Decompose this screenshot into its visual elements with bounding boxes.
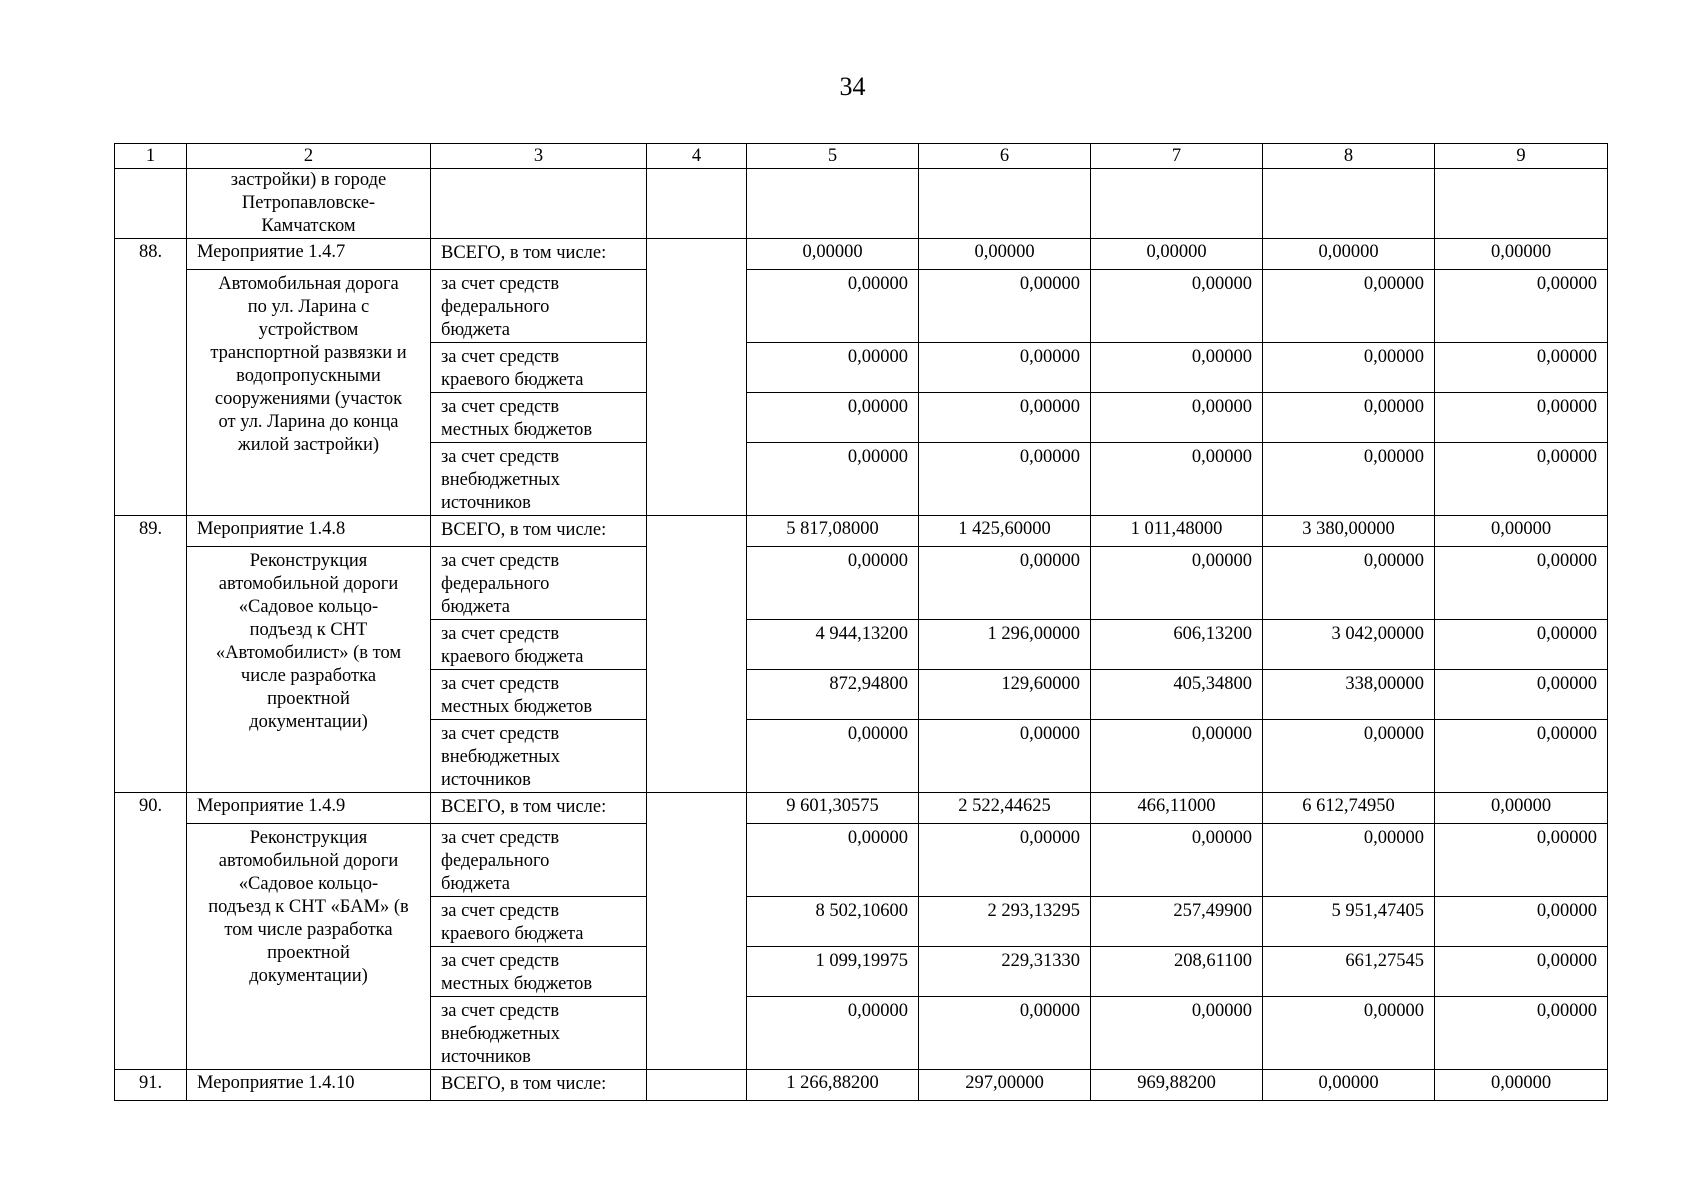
desc-line: проектной: [267, 689, 350, 709]
source-value: 0,00000: [747, 997, 919, 1070]
source-label: [431, 947, 647, 997]
desc-line: застройки) в городе: [230, 170, 387, 190]
source-line: за счет средств: [441, 274, 560, 294]
source-value: 606,13200: [1091, 620, 1263, 670]
source-value: 0,00000: [1435, 947, 1608, 997]
source-value: 0,00000: [1435, 443, 1608, 516]
source-line: за счет средств: [441, 447, 560, 467]
measure-name: Мероприятие 1.4.8: [187, 516, 431, 547]
source-value: 405,34800: [1091, 670, 1263, 720]
source-value: 0,00000: [747, 720, 919, 793]
source-value: 129,60000: [919, 670, 1091, 720]
measure-description: [187, 270, 431, 516]
total-value: 1 011,48000: [1091, 516, 1263, 547]
source-label: [431, 824, 647, 897]
total-value: 1 425,60000: [919, 516, 1091, 547]
source-label: [431, 393, 647, 443]
desc-line: сооружениями (участок: [214, 389, 403, 409]
source-value: 0,00000: [1435, 547, 1608, 620]
source-value: 0,00000: [919, 270, 1091, 343]
total-value: 0,00000: [1435, 1070, 1608, 1101]
source-value: 0,00000: [1435, 670, 1608, 720]
source-line: за счет средств: [441, 828, 560, 848]
desc-line: «Садовое кольцо-: [238, 874, 379, 894]
source-value: 3 042,00000: [1263, 620, 1435, 670]
source-value: 0,00000: [1091, 547, 1263, 620]
source-line: местных бюджетов: [441, 420, 593, 440]
source-value: 0,00000: [1263, 720, 1435, 793]
column-header: 7: [1091, 144, 1263, 169]
total-label: ВСЕГО, в том числе:: [431, 516, 647, 547]
column-header: 4: [647, 144, 747, 169]
column-header: 8: [1263, 144, 1435, 169]
column-header: 9: [1435, 144, 1608, 169]
desc-line: «Автомобилист» (в том: [215, 643, 402, 663]
desc-line: «Садовое кольцо-: [238, 597, 379, 617]
source-label: [431, 620, 647, 670]
source-value: 0,00000: [1435, 343, 1608, 393]
row-number: 89.: [115, 516, 187, 793]
source-row: [115, 547, 1608, 620]
source-value: 0,00000: [1435, 393, 1608, 443]
column-numbers-row: [115, 144, 1608, 169]
source-line: за счет средств: [441, 901, 560, 921]
row-number: 88.: [115, 239, 187, 516]
total-value: 2 522,44625: [919, 793, 1091, 824]
source-line: краевого бюджета: [441, 370, 584, 390]
blank-cell: [647, 239, 747, 516]
total-value: 0,00000: [1091, 239, 1263, 270]
source-value: 4 944,13200: [747, 620, 919, 670]
source-value: 0,00000: [1091, 393, 1263, 443]
source-value: 0,00000: [919, 443, 1091, 516]
row-number: 91.: [115, 1070, 187, 1101]
source-label: [431, 997, 647, 1070]
measure-description: [187, 824, 431, 1070]
source-label: [431, 670, 647, 720]
row-number: 90.: [115, 793, 187, 1070]
value-cell: [747, 169, 919, 239]
total-value: 3 380,00000: [1263, 516, 1435, 547]
source-line: краевого бюджета: [441, 924, 584, 944]
desc-line: Петропавловске-: [241, 193, 376, 213]
desc-line: Реконструкция: [249, 828, 368, 848]
source-line: внебюджетных: [441, 1024, 560, 1044]
source-line: за счет средств: [441, 397, 560, 417]
source-label: [431, 897, 647, 947]
blank-cell: [647, 1070, 747, 1101]
source-value: 5 951,47405: [1263, 897, 1435, 947]
blank-cell: [647, 169, 747, 239]
source-value: 0,00000: [1263, 547, 1435, 620]
source-value: 0,00000: [1091, 343, 1263, 393]
source-value: 0,00000: [747, 443, 919, 516]
source-value: 872,94800: [747, 670, 919, 720]
total-value: 0,00000: [747, 239, 919, 270]
source-line: краевого бюджета: [441, 647, 584, 667]
total-label: ВСЕГО, в том числе:: [431, 793, 647, 824]
source-cell: [431, 169, 647, 239]
source-line: внебюджетных: [441, 470, 560, 490]
column-header: 2: [187, 144, 431, 169]
column-header: 6: [919, 144, 1091, 169]
source-value: 0,00000: [1091, 270, 1263, 343]
desc-line: Камчатском: [261, 216, 356, 236]
source-value: 0,00000: [1263, 270, 1435, 343]
total-value: 6 612,74950: [1263, 793, 1435, 824]
desc-line: водопропускными: [236, 366, 381, 386]
source-value: 0,00000: [747, 343, 919, 393]
source-value: 208,61100: [1091, 947, 1263, 997]
total-value: 0,00000: [1263, 1070, 1435, 1101]
total-label: ВСЕГО, в том числе:: [431, 239, 647, 270]
source-label: [431, 720, 647, 793]
source-value: 0,00000: [747, 824, 919, 897]
source-label: [431, 443, 647, 516]
source-value: 0,00000: [919, 393, 1091, 443]
source-label: [431, 547, 647, 620]
desc-line: числе разработка: [240, 666, 377, 686]
source-value: 0,00000: [919, 720, 1091, 793]
value-cell: [919, 169, 1091, 239]
measure-total-row: [115, 239, 1608, 270]
source-line: бюджета: [441, 320, 510, 340]
source-line: источников: [441, 1047, 531, 1067]
page-number: 34: [839, 72, 866, 101]
source-line: за счет средств: [441, 551, 560, 571]
total-value: 5 817,08000: [747, 516, 919, 547]
measure-total-row: [115, 1070, 1608, 1101]
source-value: 0,00000: [1091, 997, 1263, 1070]
total-value: 969,88200: [1091, 1070, 1263, 1101]
value-cell: [1435, 169, 1608, 239]
measure-name: Мероприятие 1.4.10: [187, 1070, 431, 1101]
source-value: 0,00000: [1263, 343, 1435, 393]
desc-line: Реконструкция: [249, 551, 368, 571]
source-line: бюджета: [441, 874, 510, 894]
num-cell: [115, 169, 187, 239]
desc-line: документации): [249, 712, 368, 732]
source-value: 0,00000: [1091, 824, 1263, 897]
source-label: [431, 343, 647, 393]
desc-line: проектной: [267, 943, 350, 963]
source-label: [431, 270, 647, 343]
source-value: 0,00000: [1435, 270, 1608, 343]
source-value: 0,00000: [919, 824, 1091, 897]
source-line: местных бюджетов: [441, 697, 593, 717]
source-value: 1 099,19975: [747, 947, 919, 997]
source-line: за счет средств: [441, 951, 560, 971]
source-value: 257,49900: [1091, 897, 1263, 947]
source-value: 1 296,00000: [919, 620, 1091, 670]
measure-total-row: [115, 793, 1608, 824]
source-line: федерального: [441, 851, 550, 871]
desc-line: том числе разработка: [224, 920, 393, 940]
desc-line: по ул. Ларина с: [247, 297, 370, 317]
source-value: 0,00000: [747, 547, 919, 620]
source-value: 661,27545: [1263, 947, 1435, 997]
budget-table: [114, 143, 1608, 1101]
source-line: внебюджетных: [441, 747, 560, 767]
total-value: 297,00000: [919, 1070, 1091, 1101]
continued-description: [187, 169, 431, 239]
source-line: за счет средств: [441, 724, 560, 744]
source-value: 0,00000: [1263, 443, 1435, 516]
desc-line: автомобильной дороги: [218, 851, 399, 871]
desc-line: от ул. Ларина до конца: [218, 412, 399, 432]
total-value: 1 266,88200: [747, 1070, 919, 1101]
source-value: 0,00000: [1435, 997, 1608, 1070]
source-value: 2 293,13295: [919, 897, 1091, 947]
blank-cell: [647, 793, 747, 1070]
total-value: 0,00000: [1435, 793, 1608, 824]
source-value: 0,00000: [1263, 824, 1435, 897]
source-value: 0,00000: [1263, 997, 1435, 1070]
continued-row: [115, 169, 1608, 239]
source-value: 0,00000: [1435, 720, 1608, 793]
column-header: 1: [115, 144, 187, 169]
source-value: 0,00000: [1263, 393, 1435, 443]
source-value: 0,00000: [919, 343, 1091, 393]
desc-line: подъезд к СНТ «БАМ» (в: [208, 897, 409, 917]
desc-line: устройством: [258, 320, 359, 340]
source-line: за счет средств: [441, 624, 560, 644]
source-value: 0,00000: [919, 997, 1091, 1070]
source-value: 0,00000: [747, 270, 919, 343]
source-line: источников: [441, 770, 531, 790]
total-value: 0,00000: [1263, 239, 1435, 270]
source-line: федерального: [441, 574, 550, 594]
measure-total-row: [115, 516, 1608, 547]
source-value: 0,00000: [1091, 720, 1263, 793]
column-header: 5: [747, 144, 919, 169]
desc-line: жилой застройки): [237, 435, 380, 455]
value-cell: [1263, 169, 1435, 239]
measure-description: [187, 547, 431, 793]
total-value: 466,11000: [1091, 793, 1263, 824]
source-value: 8 502,10600: [747, 897, 919, 947]
measure-name: Мероприятие 1.4.7: [187, 239, 431, 270]
source-line: за счет средств: [441, 674, 560, 694]
source-value: 0,00000: [1435, 824, 1608, 897]
source-line: бюджета: [441, 597, 510, 617]
desc-line: транспортной развязки и: [210, 343, 407, 363]
source-value: 0,00000: [1435, 620, 1608, 670]
value-cell: [1091, 169, 1263, 239]
source-row: [115, 270, 1608, 343]
measure-name: Мероприятие 1.4.9: [187, 793, 431, 824]
source-line: за счет средств: [441, 1001, 560, 1021]
desc-line: автомобильной дороги: [218, 574, 399, 594]
total-value: 0,00000: [919, 239, 1091, 270]
source-line: источников: [441, 493, 531, 513]
total-value: 0,00000: [1435, 516, 1608, 547]
source-value: 0,00000: [919, 547, 1091, 620]
source-value: 338,00000: [1263, 670, 1435, 720]
source-value: 0,00000: [1435, 897, 1608, 947]
total-value: 9 601,30575: [747, 793, 919, 824]
source-value: 0,00000: [1091, 443, 1263, 516]
column-header: 3: [431, 144, 647, 169]
total-label: ВСЕГО, в том числе:: [431, 1070, 647, 1101]
source-value: 229,31330: [919, 947, 1091, 997]
desc-line: Автомобильная дорога: [218, 274, 399, 294]
source-line: за счет средств: [441, 347, 560, 367]
desc-line: документации): [249, 966, 368, 986]
source-value: 0,00000: [747, 393, 919, 443]
blank-cell: [647, 516, 747, 793]
source-line: федерального: [441, 297, 550, 317]
source-line: местных бюджетов: [441, 974, 593, 994]
source-row: [115, 824, 1608, 897]
total-value: 0,00000: [1435, 239, 1608, 270]
desc-line: подъезд к СНТ: [249, 620, 368, 640]
